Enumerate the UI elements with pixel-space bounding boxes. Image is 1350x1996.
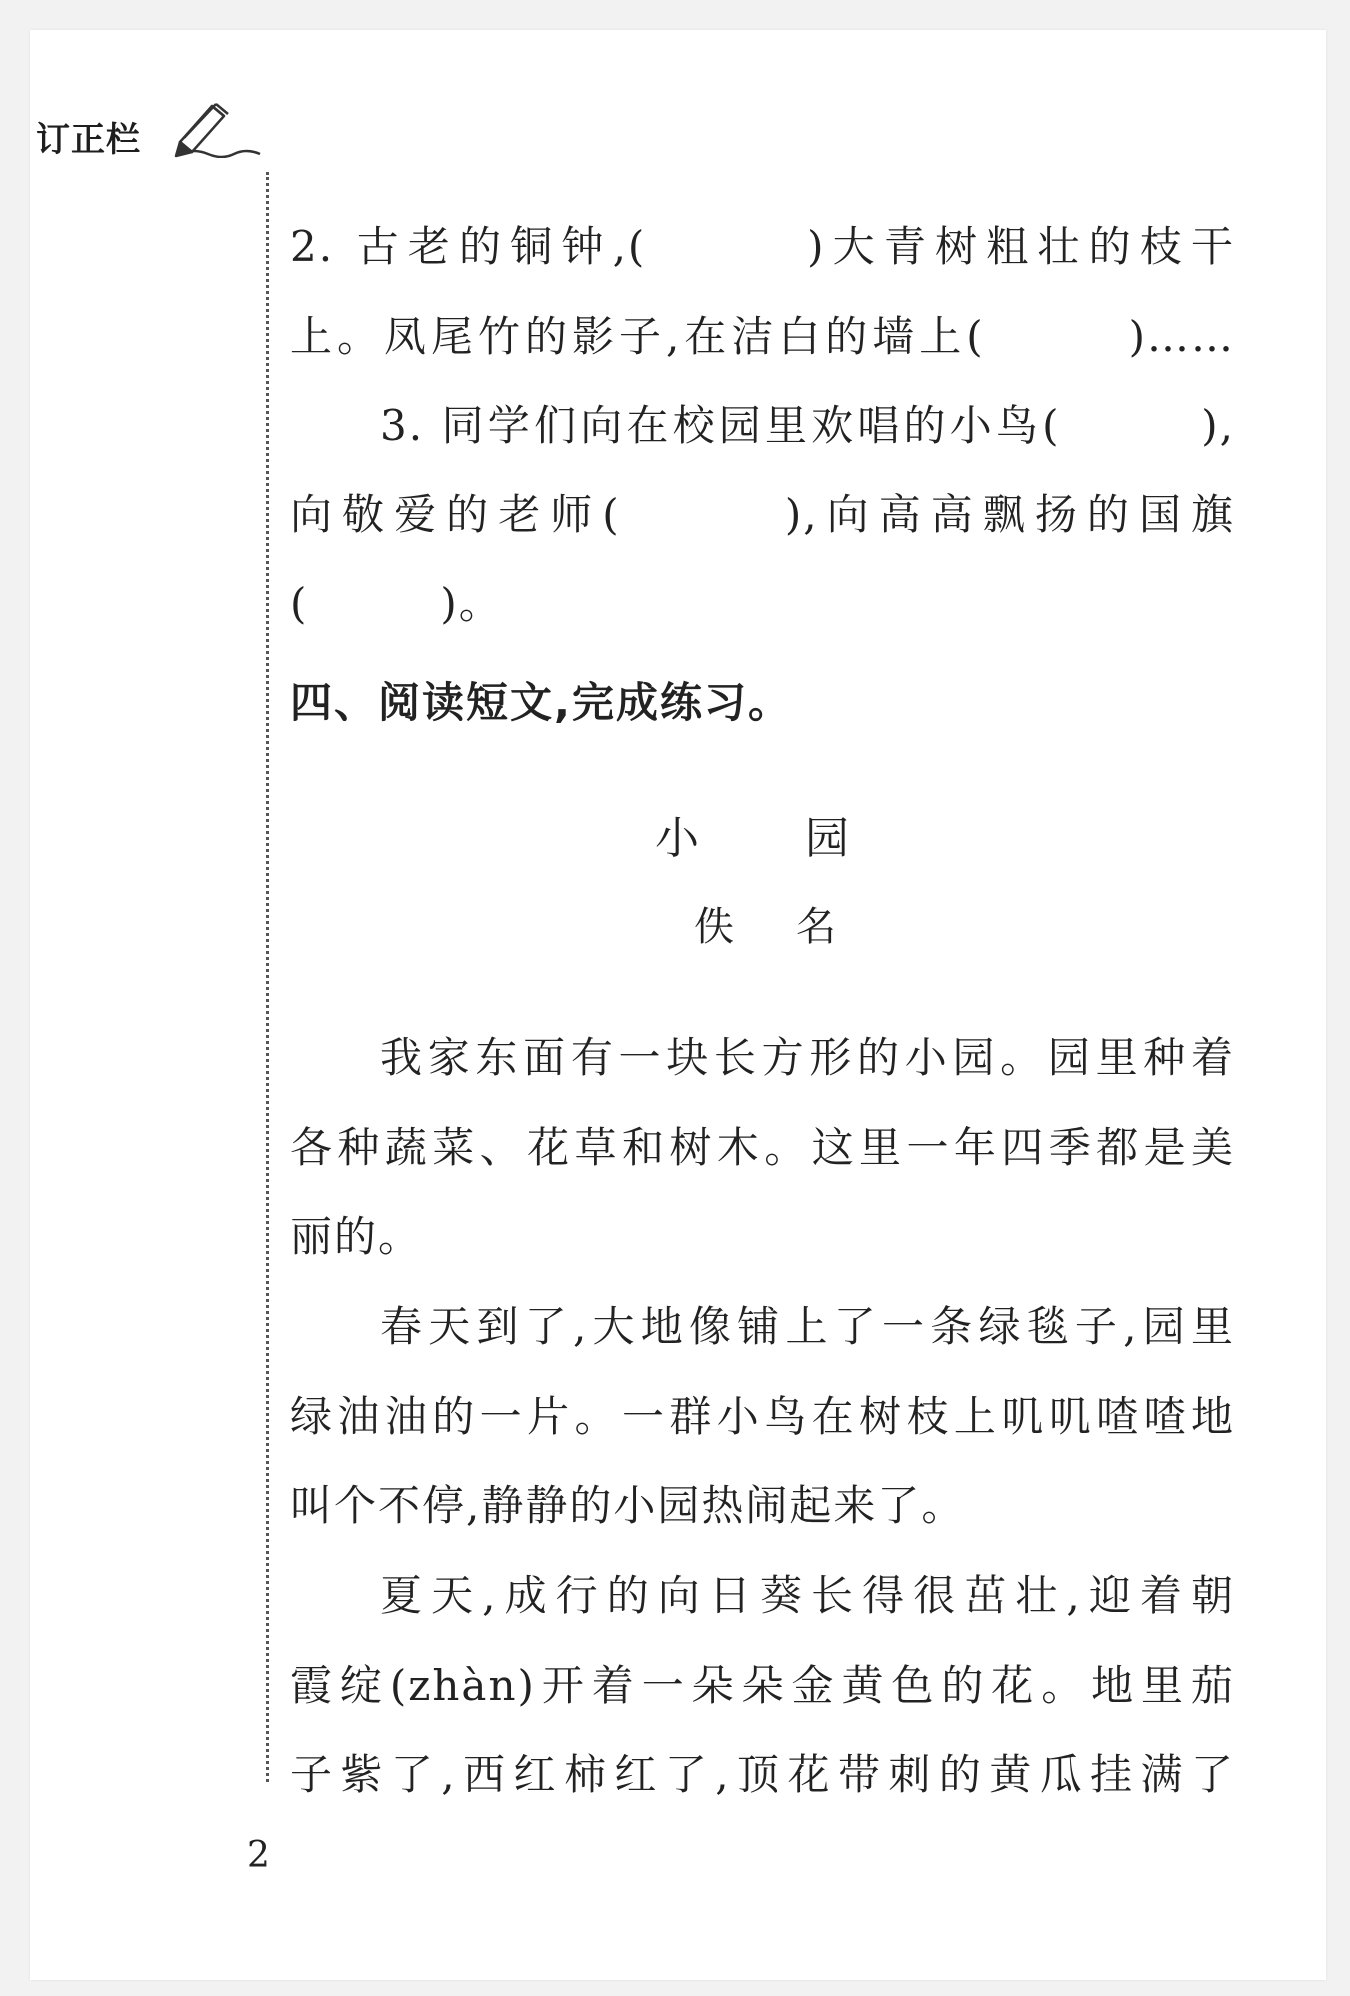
story-paragraph-1-line-1: 我家东面有一块长方形的小园。园里种着 (380, 1033, 1235, 1082)
story-paragraph-2-line-3: 叫个不停,静静的小园热闹起来了。 (290, 1481, 966, 1530)
pencil-icon (172, 98, 262, 158)
story-title: 小园 (655, 813, 955, 864)
page-number: 2 (247, 1835, 270, 1876)
exercise-2-line-2: 上。凤尾竹的影子,在洁白的墙上( )…… (290, 312, 1235, 361)
story-paragraph-2-line-1: 春天到了,大地像铺上了一条绿毯子,园里 (380, 1302, 1235, 1351)
story-paragraph-3-line-1: 夏天,成行的向日葵长得很茁壮,迎着朝 (380, 1571, 1235, 1620)
story-paragraph-3-line-3: 子紫了,西红柿红了,顶花带刺的黄瓜挂满了 (290, 1750, 1235, 1799)
margin-dotted-divider (266, 172, 269, 1782)
story-paragraph-2-line-2: 绿油油的一片。一群小鸟在树枝上叽叽喳喳地 (290, 1392, 1235, 1441)
exercise-3-line-3: ( )。 (290, 579, 503, 628)
exercise-3-line-2: 向敬爱的老师( ),向高高飘扬的国旗 (290, 490, 1235, 539)
story-paragraph-1-line-3: 丽的。 (290, 1212, 423, 1261)
story-paragraph-1-line-2: 各种蔬菜、花草和树木。这里一年四季都是美 (290, 1123, 1235, 1172)
story-author: 佚名 (694, 904, 898, 950)
story-paragraph-3-line-2: 霞绽(zhàn)开着一朵朵金黄色的花。地里茄 (290, 1661, 1235, 1710)
correction-column-label: 订正栏 (36, 120, 141, 160)
exercise-3-line-1: 3. 同学们向在校园里欢唱的小鸟( ), (380, 401, 1235, 450)
section-4-heading: 四、阅读短文,完成练习。 (290, 678, 792, 727)
exercise-2-line-1: 2. 古老的铜钟,( )大青树粗壮的枝干 (290, 222, 1235, 271)
